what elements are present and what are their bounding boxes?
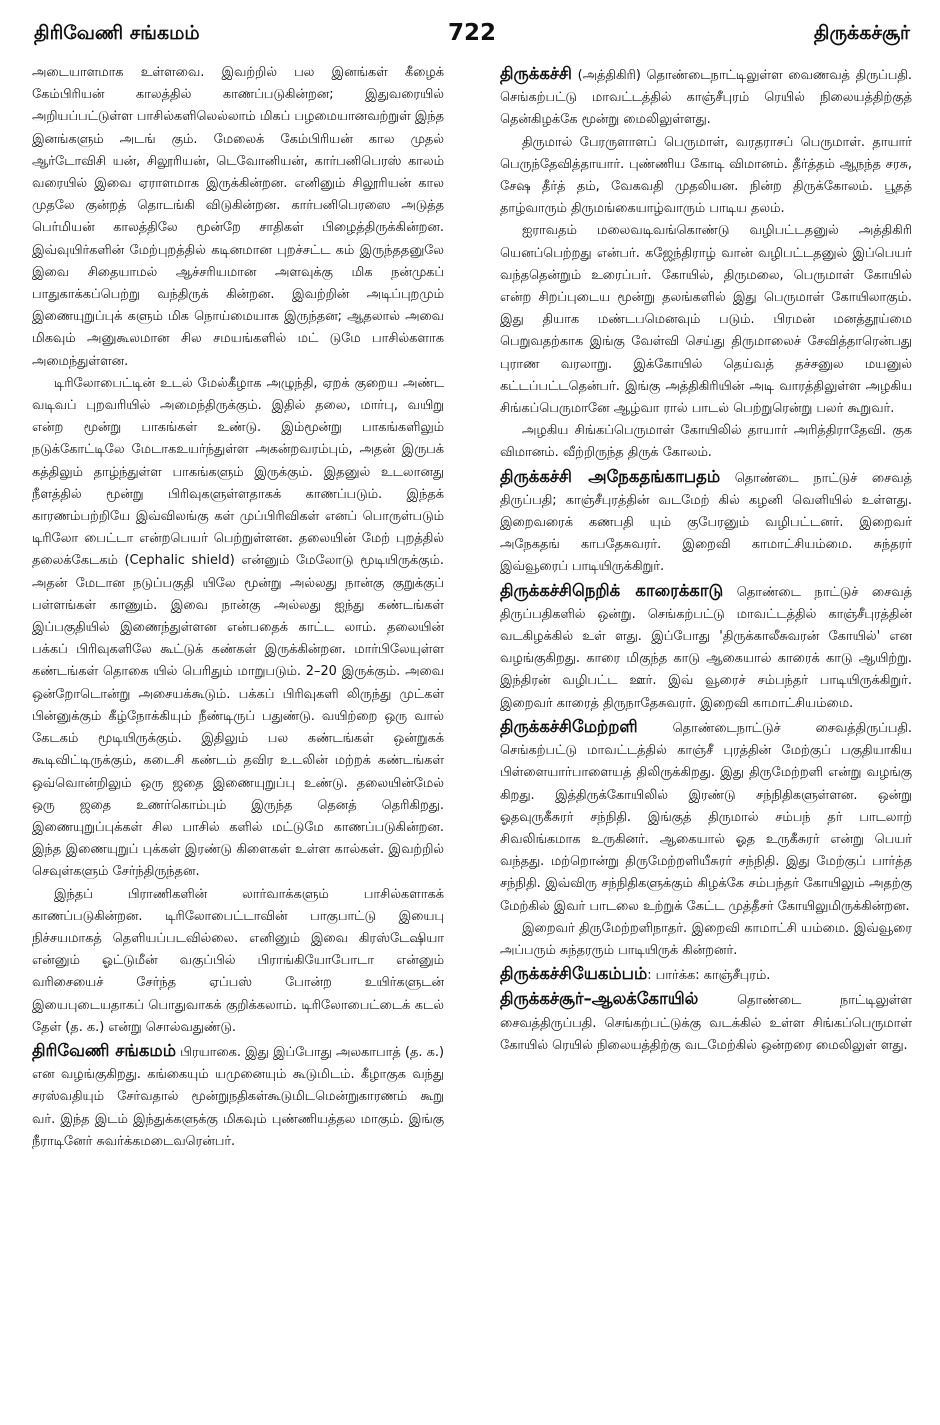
paragraph: இறைவர் திருமேற்றளிநாதர். இறைவி காமாட்சி யம்மை. இவ்வூரை அப்பரும் சுந்தரரும் பாடியிருக் கின்றனர்.: [500, 920, 912, 958]
entry-text: தொண்டைநாட்டுச் சைவத்திருப்பதி. செங்கற்பட்டு மாவட்டத்தில் காஞ்சீ புரத்தின் மேற்குப் பகுதியாகிய பிள்ளையார்பாளையத் திலிருக்கிறது. இது திருமேற்றளி என்று வழங்கு கிறது. இத்திருக்கோயிலில் இரண்டு சந்நிதிகளுள்ளன. ஒன்று ஓதவுருகீசுரர் சந்நிதி. இங்குத் திருமால் சம்பந் தர் பாடலாற் சிவலிங்கமாக உருகினர். ஆகையால் ஓத உருகீசுரர் என்று பெயர் வந்தது. மற்றொன்று திருமேற்றளியீசுரர் சந்நிதி. இது மேற்குப் பார்த்த சந்நிதி. இவ்விரு சந்நிதிகளுக்கும் கிழக்கே சம்பந்தர் கோயிலும் அதற்கு மேற்கில் இவர் பாடலை உற்றுக் கேட்ட முத்தீசர் கோயிலுமிருக்கின்றன.: [500, 720, 912, 914]
entry-karaikkadu: [500, 580, 912, 715]
entry-text: தொண்டை நாட்டுச் சைவத் திருப்பதிகளில் ஒன்று. செங்கற்பட்டு மாவட்டத்தில் காஞ்சீபுரத்தின் வடகிழக்கில் உள் ளது. இப்போது 'திருக்காலீசுவரன் கோயில்' என வழங்குகிறது. காரை மிகுந்த காடு ஆகையால் காரைக் காடு ஆயிற்று. இந்திரன் வழிபட்ட ஊர். இவ் வூரைச் சம்பந்தர் பாடியிருக்கிறுர். இறைவர் காரைத் திருநாதேசுவரர். இறைவி காமாட்சியம்மை.: [500, 584, 913, 711]
entry-headword: திருக்கச்சி: [500, 64, 572, 83]
page-header: [34, 22, 910, 52]
running-head-left: திரிவேணி சங்கமம்: [34, 22, 200, 44]
running-head-right: திருக்கச்சூர்: [813, 22, 910, 44]
entry-headword: திருக்கச்சூர்–ஆலக்கோயில்: [500, 989, 699, 1009]
entry-thirukkachi: [500, 63, 912, 132]
entry-headword: திருக்கச்சிநெறிக் காரைக்காடு: [500, 580, 724, 600]
paragraph: அடையாளமாக உள்ளவை. இவற்றில் பல இனங்கள் கீழைக் கேம்பிரியன் காலத்தில் காணப்படுகின்றன; இதுவரையில் அறியப்பட்டுள்ள பாசில்களிலெல்லாம் மிகப் பழமையானவற்றுள் இந்த இனங்களும் அடங் கும். மேலைக் கேம்பிரியன் கால முதல் ஆர்டோவிசி யன், சிலூரியன், டெவோனியன், கார்பனிபெரஸ் காலம் வரையில் இவை ஏராளமாக இருக்கின்றன. எனினும் சிலூரியன் கால முதலே குன்றத் தொடங்கி விடுகின்றன. கார்பனிபெரஸை அடுத்த பெர்மியன் காலத்திலே மூன்றே சாதிகள் பிழைத்திருக்கின்றன. இவ்வுயிர்களின் மேற்புறத்தில் கடினமான புறச்சட்ட கம் இருந்ததனுலே இவை சிதையாமல் ஆச்சரியமான அளவுக்கு மிக நன்முகப் பாதுகாக்கப்பெற்று வந்திருக் கின்றன. இவற்றின் அடிப்புறமும் இணையுறுப்புக் களும் மிக நொய்மையாக இருந்தன; ஆதலால் அவை மிகவும் அனுகூலமான சில சமயங்களில் மட் டுமே பாசில்களாக அமைந்துள்ளன.: [32, 65, 445, 369]
entry-ekambam: [500, 963, 912, 987]
paragraph: திருமால் பேரருளாளப் பெருமாள், வரதராசப் பெருமாள். தாயார் பெருந்தேவித்தாயார். புண்ணிய கோடி விமானம். தீர்த்தம் ஆநந்த சரசு, சேஷ தீர்த் தம், வேகவதி முதலியன. நின்ற திருக்கோலம். பூதத் தாழ்வாரும் திருமங்கையாழ்வாரும் பாடிய தலம்.: [500, 134, 912, 217]
entry-headword: திருக்கச்சிமேற்றளி: [500, 716, 638, 736]
entry-metrali: [500, 716, 912, 918]
entry-text: பிரயாகை. இது இப்போது அலகாபாத் (த. க.) என வழங்குகிறது. கங்கையும் யமுனையும் கூடுமிடம். கீழாகுக வந்து சரஸ்வதியும் சேர்வதால் மூன்றுநதிகள்கூடுமிடமென்றுகாரணம் கூறு வர். இந்த இடம் இந்துக்களுக்கு மிகவும் புண்ணியத்தல மாகும். இங்கு நீராடினேர் சுவர்க்கமடைவரென்பர்.: [32, 1044, 444, 1149]
entry-anekathangapatham: [500, 466, 912, 579]
entry-text: தொண்டை நாட்டிலுள்ள சைவத்திருப்பதி. செங்கற்பட்டுக்கு வடக்கில் உள்ள சிங்கப்பெருமாள் கோயில் ரெயில் நிலையத்திற்கு வடமேற்கில் ஒன்றரை மைலிலுள் ளது.: [500, 993, 912, 1053]
entry-headword: திரிவேணி சங்கமம்: [32, 1040, 176, 1060]
left-column: [32, 62, 444, 1153]
entry-headword: திருக்கச்சியேகம்பம்: [500, 964, 648, 984]
entry-triveni-sangamam: [32, 1040, 444, 1153]
entry-headword: திருக்கச்சி அநேகதங்காபதம்: [500, 466, 721, 486]
entry-thirukkachur: [500, 988, 912, 1057]
entry-text: தொண்டை நாட்டுச் சைவத் திருப்பதி; காஞ்சீபுரத்தின் வடமேற் கில் கழனி வெளியில் உள்ளது. இறைவரைக் கணபதி யும் குபேரனும் வழிபட்டனர். இறைவர் அநேகதங் காபதேசுவரர். இறைவி காமாட்சியம்மை. சுந்தரர் இவ்வூரைப் பாடியிருக்கிறுர்.: [500, 470, 913, 575]
paragraph: டிரிலோபைட்டின் உடல் மேல்கீழாக அழுந்தி, ஏறக் குறைய அண்ட வடிவப் புறவரியில் அமைந்திருக்கும். இதில் தலை, மார்பு, வயிறு என்ற மூன்று பாகங்கள் உண்டு. இம்மூன்று பாகங்களிலும் நடுக்கோட்டிலே மேடாகஉயர்ந்துள்ள அகன்றவரம்பும், அதன் இருபக் கத்திலும் தாழ்ந்துள்ள பாகங்களும் இருக்கும். இதனுல் உடலானது நீளத்தில் மூன்று பிரிவுகளுள்ளதாகக் காணப்படும். இந்தக் காரணம்பற்றியே இவ்விலங்கு கள் முப்பிரிவிகள் எனப் பொருள்படும் டிரிலோ பைட்டா என்றபெயர் பெற்றுள்ளன. தலையின் மேற் புறத்தில் தலைக்கேடகம் (Cephalic shield) என்னும் மேலோடு மூடியிருக்கும். அதன் மேடான நடுப்பகுதி யிலே மூன்று அல்லது நான்கு குறுக்குப் பள்ளங்கள் காணும். இவை நான்கு அல்லது ஐந்து கண்டங்கள் இப்பகுதியில் இணைந்துள்ளன என்பதைக் காட்ட லாம். தலையின் பக்கப் பிரிவுகளிலே கூட்டுக் கண்கள் இருக்கின்றன. மார்பிலேயுள்ள கண்டங்கள் தொகை யில் பெரிதும் மாறுபடும். 2–20 இருக்கும். அவை ஒன்றோடொன்று அசையக்கூடும். பக்கப் பிரிவுகளி லிருந்து முட்கள் பின்னுக்கும் கீழ்நோக்கியும் நீண்டிருப் பதுண்டு. வயிற்றை ஒரு வால் கேடகம் மூடியிருக்கும். இதிலும் பல கண்டங்கள் ஒன்றுகக் கூடிவிட்டிருக்கும், கடைசி கண்டம் தவிர உடலின் மற்றக் கண்டங்கள் ஒவ்வொன்றிலும் ஒரு ஜதை இணையுறுப்பு உண்டு. தலையின்மேல் ஒரு ஜதை உணர்கொம்பும் இருந்த தெனத் தெரிகிறது. இணையுறுப்புக்கள் சில பாசில் களில் மட்டுமே காணப்படுகின்றன. இந்த இணையுறுப் புக்கள் இரண்டு கிளைகள் உள்ள கால்கள். இவற்றில் செவுள்களும் சேர்ந்திருந்தன.: [32, 375, 444, 880]
paragraph: அழகிய சிங்கப்பெருமாள் கோயிலில் தாயார் அரித்திராதேவி. குக விமானம். வீற்றிருந்த திருக் கோலம்.: [500, 423, 912, 461]
paragraph: இந்தப் பிராணிகளின் லார்வாக்களும் பாசில்களாகக் காணப்படுகின்றன. டிரிலோபைட்டாவின் பாகுபாட்டு இயைபு நிச்சயமாகத் தெளியப்படவில்லை. எனினும் இவை கிரஸ்டேஷியா என்னும் ஓட்டுமீன் வகுப்பில் பிராங்கியோபோடா என்னும் வரிசையைச் சேர்ந்த ஏப்பஸ் போன்ற உயிர்களுடன் இயைபுடையதாகப் பொதுவாகக் குறிக்கலாம். டிரிலோபைட்டைக் கடல் தேள் (த. க.) என்று சொல்வதுண்டு.: [32, 886, 444, 1035]
page-number: 722: [447, 20, 496, 46]
entry-text: : பார்க்க: காஞ்சீபுரம்.: [647, 968, 771, 984]
paragraph: ஐராவதம் மலைவடிவங்கொண்டு வழிபட்டதனுல் அத்திகிரி யெனப்பெற்றது என்பர். கஜேந்திராழ் வான் வழிபட்டதனுல் இப்பெயர் வந்ததென்றும் உரைப்பர். கோயில், திருமலை, பெருமாள் கோயில் என்ற சிறப்புடைய மூன்று தலங்களில் இது பெருமாள் கோயிலாகும். இது தியாக மண்டபமெனவும் படும். பிரமன் மனத்தூய்மை பெறுவதற்காக இங்கு வேள்வி செய்து திருமாலைச் சேவித்தாரென்பது புராண வரலாறு. இக்கோயில் தெய்வத் தச்சனுல மயனுல் கட்டப்பட்டதென்பர். இங்கு அத்திகிரியின் அடி வாரத்திலுள்ள அழகிய சிங்கப்பெருமானே ஆழ்வா ரால் பாடல் பெற்றுரென்று பலர் கூறுவர்.: [500, 223, 912, 417]
entry-text: (அத்திகிரி) தொண்டைநாட்டிலுள்ள வைணவத் திருப்பதி. செங்கற்பட்டு மாவட்டத்தில் காஞ்சீபுரம் ரெயில் நிலையத்திற்குத் தென்கிழக்கே மூன்று மைலிலுள்ளது.: [500, 68, 912, 128]
right-column: [500, 62, 912, 1057]
